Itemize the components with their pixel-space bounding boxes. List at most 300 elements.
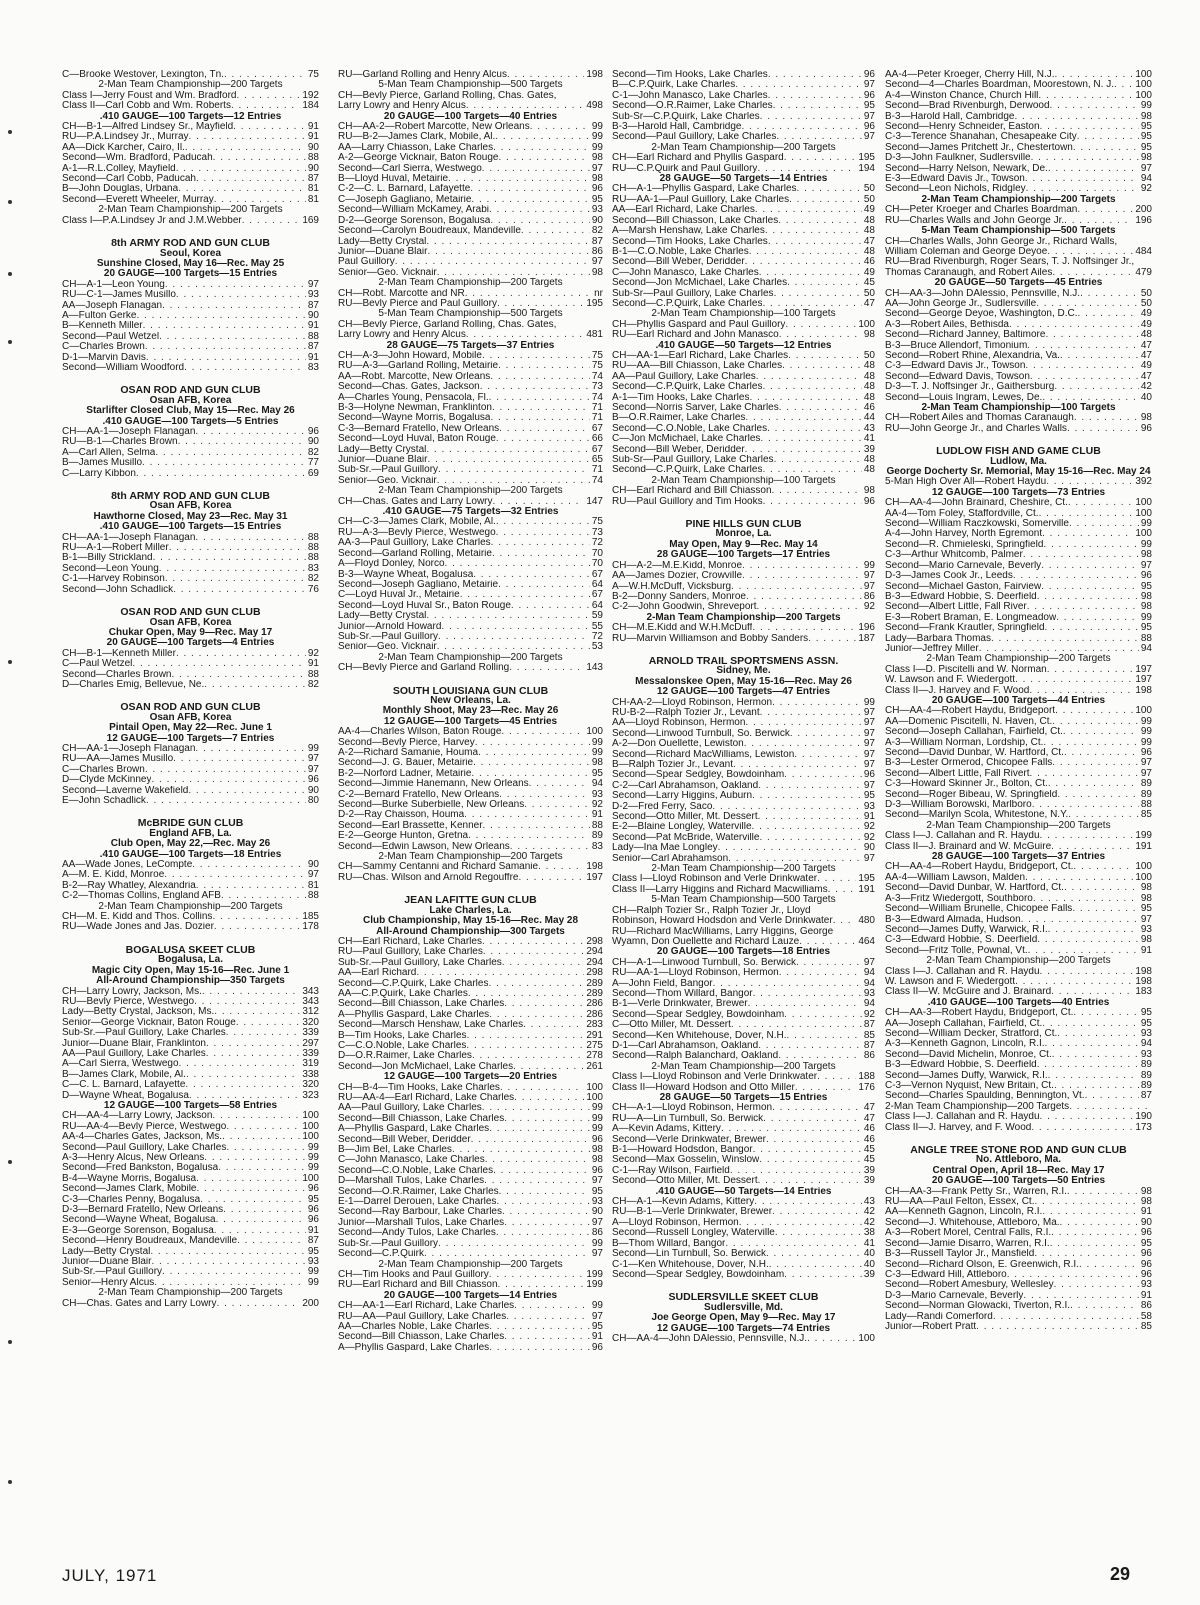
leader-dots: [730, 1166, 862, 1176]
result-score: 99: [591, 132, 603, 143]
leader-dots: [766, 1135, 862, 1145]
result-name: B-1—Howard Hodsdon, Bangor: [612, 1145, 753, 1156]
result-score: 73: [591, 382, 603, 393]
leader-dots: [489, 393, 590, 403]
result-name: Second—Burke Suberbielle, New Orleans: [338, 800, 525, 811]
leader-dots: [762, 382, 861, 392]
result-name: AA—Wade Jones, LeCompte: [62, 860, 193, 871]
result-score: 87: [863, 1020, 875, 1031]
result-line: [338, 642, 603, 652]
result-score: 96: [591, 1134, 603, 1145]
leader-dots: [185, 143, 306, 153]
result-line: [338, 1197, 603, 1207]
result-name: Second—Loyd Huval, Baton Rouge: [338, 434, 496, 445]
result-score: 42: [863, 1207, 875, 1218]
result-name: Second—Charles Spaulding, Bennington, Vt.: [885, 1091, 1085, 1102]
result-name: RU—A-3—Bevly Pierce, Westwego: [338, 527, 496, 538]
result-line: [338, 622, 603, 632]
leader-dots: [489, 205, 590, 215]
result-name: Class I—Lloyd Robinson and Verle Drinkwater: [612, 1072, 818, 1083]
result-line: [612, 791, 875, 801]
result-score: 99: [863, 697, 875, 708]
result-name: C-1—Ray Wilson, Fairfield: [612, 1165, 730, 1176]
result-score: 185: [302, 912, 319, 923]
result-line: [62, 796, 319, 806]
result-name: CH—Larry Lowry, Jackson, Ms.: [62, 986, 202, 997]
leader-dots: [466, 101, 584, 111]
result-score: 97: [863, 707, 875, 718]
result-score: 88: [307, 543, 319, 554]
result-line: [338, 1051, 603, 1061]
result-line: [612, 885, 875, 895]
leader-dots: [1037, 935, 1139, 945]
result-score: 178: [302, 922, 319, 933]
result-line: [612, 592, 875, 602]
leader-dots: [756, 372, 862, 382]
leader-dots: [795, 1083, 856, 1093]
result-line: [338, 1124, 603, 1134]
result-line: [338, 424, 603, 434]
result-line: [885, 205, 1152, 215]
result-score: 95: [307, 1194, 319, 1205]
leader-dots: [1055, 70, 1134, 80]
result-score: 95: [591, 1186, 603, 1197]
result-line: [885, 602, 1152, 612]
leader-dots: [471, 195, 589, 205]
result-line: [338, 611, 603, 621]
result-name: Second—David Dunbar, W. Hartford, Ct.: [885, 748, 1064, 758]
result-line: [612, 812, 875, 822]
result-name: Second—Pat McBride, Waterville: [612, 832, 760, 843]
result-score: 95: [1140, 581, 1152, 592]
page-number: 29: [1110, 1564, 1131, 1584]
result-name: A—Phyllis Gaspard, Lake Charles: [338, 1009, 490, 1020]
leader-dots: [762, 299, 861, 309]
leader-dots: [489, 1343, 590, 1353]
event-heading: Magic City Open, May 15-16—Rec. June 1: [91, 964, 290, 976]
result-line: [338, 299, 603, 309]
result-line: [885, 894, 1152, 904]
result-line: [885, 289, 1152, 299]
leader-dots: [773, 101, 862, 111]
leader-dots: [242, 216, 301, 226]
result-name: Second—James Duffy, Warwick, R.I.: [885, 924, 1048, 935]
leader-dots: [136, 311, 305, 321]
leader-dots: [1021, 915, 1139, 925]
result-name: C-2—Carl Abrahamson, Oakland: [612, 780, 759, 791]
result-line: [62, 1091, 319, 1101]
leader-dots: [426, 237, 590, 247]
result-name: Lady—Ina Mae Longley: [612, 843, 718, 854]
leader-dots: [498, 1280, 585, 1290]
result-name: Second—Henry Schneider, Easton: [885, 122, 1040, 133]
team-heading: 2-Man Team Championship—200 Targets: [378, 1259, 563, 1270]
result-name: Second—William Brunelle, Chicopee Falls: [885, 904, 1073, 915]
result-line: [62, 363, 319, 373]
result-name: RU—A-3—Garland Rolling, Metairie: [338, 361, 499, 372]
result-name: Second—Spear Sedgley, Bowdoinham: [612, 1269, 785, 1280]
result-line: [885, 1197, 1152, 1207]
result-name: Second—William Decker, Stratford, Ct.: [885, 1028, 1058, 1039]
result-score: 97: [307, 754, 319, 765]
result-line: [62, 1111, 319, 1121]
leader-dots: [1052, 758, 1139, 768]
result-score: 48: [863, 392, 875, 403]
leader-dots: [495, 132, 590, 142]
leader-dots: [712, 802, 861, 812]
result-score: 48: [863, 246, 875, 257]
result-name: C-2—Thomas Collins, England AFB: [62, 891, 221, 902]
result-line: [885, 748, 1152, 758]
leader-dots: [437, 642, 590, 652]
result-score: 91: [307, 321, 319, 332]
result-line: [885, 1029, 1152, 1039]
leader-dots: [482, 1103, 590, 1113]
result-line: [62, 922, 319, 932]
result-score: 100: [1135, 70, 1152, 80]
result-score: 147: [586, 496, 603, 507]
result-name: Larry Lowry and Henry Alcus: [338, 101, 466, 112]
result-score: 91: [591, 810, 603, 821]
result-line: RU—Brad Rivenburgh, Roger Sears, T. J. Noffsinger Jr.,: [885, 257, 1135, 268]
result-name: Second—Ralph Balanchard, Oakland: [612, 1051, 779, 1062]
result-name: C-3—Charles Penny, Bogalusa: [62, 1194, 201, 1205]
result-name: Class I—J. Callahan and R. Haydu: [885, 1112, 1040, 1123]
result-line: [338, 1166, 603, 1176]
result-score: 81: [307, 184, 319, 195]
result-score: 67: [591, 569, 603, 580]
result-score: 71: [591, 465, 603, 476]
leader-dots: [1069, 519, 1139, 529]
leader-dots: [779, 968, 862, 978]
leader-dots: [1023, 1291, 1138, 1301]
result-score: 93: [863, 801, 875, 812]
result-name: Class I—Jerry Foust and Wm. Bradford: [62, 90, 237, 101]
result-score: 143: [586, 663, 603, 674]
gauge-heading: 12 GAUGE—100 Targets—20 Entries: [383, 1072, 558, 1083]
leader-dots: [506, 1312, 590, 1322]
club-location: Bogalusa, La.: [157, 954, 223, 966]
result-line: [885, 758, 1152, 768]
result-name: William Coleman and George Deyoe: [885, 246, 1048, 257]
result-line: [612, 739, 875, 749]
result-name: Second—4—Charles Boardman, Moorestown, N. J.: [885, 80, 1114, 91]
result-line: [62, 174, 319, 184]
result-name: Second—Paul Guillory, Lake Charles: [62, 1142, 227, 1153]
leader-dots: [484, 1176, 590, 1186]
result-line: [62, 1174, 319, 1184]
leader-dots: [493, 143, 590, 153]
leader-dots: [146, 353, 306, 363]
team-heading: 2-Man Team Championship—200 Targets: [98, 901, 283, 912]
event-heading: 12 GAUGE—100 Targets—7 Entries: [106, 732, 275, 744]
club-name: OSAN ROD AND GUN CLUB: [120, 384, 261, 397]
leader-dots: [788, 351, 862, 361]
result-line: [338, 968, 603, 978]
leader-dots: [1073, 143, 1139, 153]
result-line: [612, 1166, 875, 1176]
leader-dots: [739, 1218, 862, 1228]
leader-dots: [188, 786, 306, 796]
result-score: 85: [863, 1030, 875, 1041]
result-line: [885, 361, 1152, 371]
result-line: [62, 1132, 319, 1142]
leader-dots: [426, 445, 590, 455]
result-line: [62, 912, 319, 922]
result-name: AA—Paul Guillory, Lake Charles: [338, 1103, 482, 1114]
result-line: [62, 132, 319, 142]
result-score: 48: [863, 382, 875, 393]
leader-dots: [1025, 873, 1133, 883]
result-name: Junior—Duane Blair: [338, 246, 428, 257]
result-line: [62, 1080, 319, 1090]
leader-dots: [132, 659, 305, 669]
result-score: 96: [1140, 1259, 1152, 1270]
result-name: 2-Man Team Championship—200 Targets: [885, 1101, 1070, 1112]
result-score: 198: [1135, 966, 1152, 977]
result-name: D—Clyde McKinney: [62, 775, 152, 786]
result-line: [885, 413, 1152, 423]
leader-dots: [530, 122, 590, 132]
result-score: 97: [863, 749, 875, 760]
result-score: 97: [591, 1311, 603, 1322]
result-score: 50: [863, 184, 875, 195]
club-name: OSAN ROD AND GUN CLUB: [120, 701, 261, 714]
result-score: 39: [863, 444, 875, 455]
leader-dots: [151, 775, 305, 785]
result-name: Class I—J. Callahan and R. Haydu: [885, 966, 1040, 977]
leader-dots: [504, 1114, 590, 1124]
leader-dots: [502, 958, 585, 968]
leader-dots: [152, 1257, 306, 1267]
result-name: Senior—Carl Abrahamson: [612, 853, 729, 864]
leader-dots: [226, 1122, 300, 1132]
leader-dots: [1077, 132, 1139, 142]
team-heading: 2-Man Team Championship—200 Targets: [651, 1061, 836, 1072]
result-name: Second—Jamie Disarro, Warren, R.I.: [885, 1238, 1050, 1249]
leader-dots: [212, 1111, 300, 1121]
result-name: CH—AA-4—John DAlessio, Pennsville, N.J.: [612, 1333, 808, 1344]
result-name: Second—Spear Sedgley, Bowdoinham: [612, 770, 785, 781]
result-line: [885, 550, 1152, 560]
result-name: Junior—Duane Blair: [62, 1257, 152, 1268]
result-line: [338, 132, 603, 142]
leader-dots: [154, 1278, 306, 1288]
result-line: [612, 1207, 875, 1217]
result-score: 319: [302, 1059, 319, 1070]
result-score: 73: [591, 527, 603, 538]
result-line: [338, 1155, 603, 1165]
leader-dots: [1069, 1102, 1150, 1112]
leader-dots: [176, 164, 306, 174]
result-name: AA-4—Charles Gates, Jackson, Ms.: [62, 1132, 223, 1143]
result-score: 339: [302, 1028, 319, 1039]
result-name: B-3—Edward Almada, Hudson: [885, 914, 1021, 925]
result-name: Lady—Betty Crystal: [338, 444, 427, 455]
results-column-2: [338, 70, 603, 1353]
result-name: A-1—R.L.Colley, Mayfield: [62, 163, 176, 174]
result-line: [338, 528, 603, 538]
result-line: [612, 351, 875, 361]
leader-dots: [529, 779, 590, 789]
result-name: D—O.R.Raimer, Lake Charles: [338, 1051, 472, 1062]
result-score: 97: [863, 728, 875, 739]
result-line: [62, 153, 319, 163]
team-heading: 5-Man Team Championship—500 Targets: [378, 309, 563, 320]
club-location: Sidney, Me.: [716, 665, 771, 677]
result-score: 90: [863, 843, 875, 854]
leader-dots: [1079, 1260, 1139, 1270]
result-score: 47: [863, 1113, 875, 1124]
result-score: 81: [307, 880, 319, 891]
result-line: [612, 257, 875, 267]
result-name: Second—J. G. Bauer, Metairie: [338, 758, 474, 769]
results-column-1: [62, 70, 319, 1309]
result-name: AA—Charles Noble, Lake Charles: [338, 1321, 490, 1332]
result-line: [885, 706, 1152, 716]
result-line: [885, 1260, 1152, 1270]
result-score: 95: [1140, 1238, 1152, 1249]
result-name: AA—C.P.Quirk, Lake Charles: [338, 988, 468, 999]
leader-dots: [782, 361, 862, 371]
result-name: Senior—Henry Alcus: [62, 1277, 155, 1288]
result-line: [612, 989, 875, 999]
leader-dots: [142, 458, 306, 468]
result-score: 80: [307, 796, 319, 806]
result-line: [62, 1018, 319, 1028]
result-line: [885, 372, 1152, 382]
result-score: 69: [307, 468, 319, 479]
result-score: 45: [863, 1155, 875, 1166]
leader-dots: [200, 1195, 306, 1205]
event-heading: Messalonskee Open, May 15-16—Rec. May 26: [635, 675, 852, 687]
result-name: CH—Chas. Gates and Larry Lowry: [62, 1298, 217, 1309]
result-line: [612, 247, 875, 257]
result-name: E-2—Blaine Longley, Waterville: [612, 822, 752, 833]
leader-dots: [496, 434, 590, 444]
leader-dots: [218, 1163, 306, 1173]
result-score: 98: [1140, 591, 1152, 602]
leader-dots: [1036, 299, 1139, 309]
event-heading: 28 GAUGE—100 Targets—17 Entries: [656, 549, 831, 561]
result-line: [62, 1205, 319, 1215]
result-score: 48: [863, 361, 875, 372]
leader-dots: [155, 448, 306, 458]
result-name: RU—AA—Bill Chiasson, Lake Charles: [612, 361, 783, 372]
leader-dots: [728, 854, 862, 864]
result-line: [338, 413, 603, 423]
result-name: D-3—T. J. Noffsinger Jr., Gaithersburg: [885, 382, 1055, 393]
result-line: [62, 143, 319, 153]
result-name: Second—Garland Rolling, Metairie: [338, 548, 492, 559]
result-line: [612, 833, 875, 843]
leader-dots: [475, 738, 590, 748]
result-score: 91: [307, 1225, 319, 1236]
result-name: AA—James Dozier, Crowville: [612, 571, 743, 582]
leader-dots: [760, 708, 862, 718]
result-score: 96: [1140, 748, 1152, 758]
result-score: 45: [863, 278, 875, 289]
leader-dots: [1042, 1019, 1139, 1029]
leader-dots: [482, 351, 590, 361]
result-score: 83: [307, 563, 319, 574]
result-line: [338, 164, 603, 174]
result-line: [338, 1135, 603, 1145]
result-line: [62, 754, 319, 764]
result-score: 99: [1140, 539, 1152, 550]
result-name: Second—Tim Hooks, Lake Charles: [612, 236, 768, 247]
leader-dots: [1048, 779, 1139, 789]
result-line: [338, 403, 603, 413]
result-score: 53: [591, 642, 603, 653]
result-name: RU—AA-4—Bevly Pierce, Westwego: [62, 1121, 227, 1132]
result-name: AA—Earl Richard: [338, 968, 417, 979]
result-line: [338, 289, 603, 299]
result-name: C—Joseph Gagliano, Metairie: [338, 194, 472, 205]
result-line: [338, 979, 603, 989]
result-name: A-2—George Vicknair, Baton Rouge: [338, 153, 499, 164]
result-score: 82: [307, 447, 319, 458]
result-score: 91: [307, 659, 319, 670]
club-name: BOGALUSA SKEET CLUB: [125, 943, 256, 956]
event-heading: .410 GAUGE—100 Targets—5 Entries: [102, 415, 279, 427]
leader-dots: [493, 497, 585, 507]
result-name: AA—Domenic Piscitelli, N. Haven, Ct.: [885, 716, 1053, 727]
leader-dots: [1047, 247, 1133, 257]
leader-dots: [499, 1187, 590, 1197]
result-line: [885, 1239, 1152, 1249]
result-name: CH—AA-4—John Brainard, Cheshire, Ct.: [885, 498, 1068, 509]
result-score: 100: [1135, 498, 1152, 509]
leader-dots: [758, 812, 862, 822]
result-name: Second—J. Whitehouse, Attleboro, Ma.: [885, 1217, 1060, 1228]
leader-dots: [1114, 80, 1133, 90]
result-score: 98: [1140, 1197, 1152, 1208]
leader-dots: [483, 947, 584, 957]
result-name: Junior—Duane Blair: [338, 455, 428, 466]
leader-dots: [424, 1249, 590, 1259]
result-name: B-3—Edward Hobbie, S. Deerfield: [885, 591, 1037, 602]
result-name: CH—AA-4—Robert Haydu, Bridgeport, Ct.: [885, 862, 1074, 873]
result-name: Second—Jon McMichael, Lake Charles: [338, 1061, 514, 1072]
result-line: [62, 533, 319, 543]
result-score: 91: [1140, 1207, 1152, 1218]
result-name: D-2—Ray Chaisson, Houma: [338, 810, 465, 821]
result-score: 99: [307, 1163, 319, 1174]
leader-dots: [1054, 1280, 1139, 1290]
result-name: B-3—Holyne Newman, Franklinton: [338, 403, 492, 413]
result-name: Second—C.O.Noble, Lake Charles: [612, 423, 768, 434]
result-line: [885, 842, 1152, 852]
result-name: RU—Paul Guillory, Lake Charles: [338, 947, 483, 958]
result-line: [885, 330, 1152, 340]
result-name: D—Charles Emig, Bellevue, Ne.: [62, 679, 205, 690]
result-score: 89: [591, 831, 603, 842]
leader-dots: [221, 891, 306, 901]
result-name: Lady—Barbara Thomas: [885, 633, 991, 644]
result-name: E-3—George Sorenson, Bogalusa: [62, 1225, 214, 1236]
gauge-heading: 28 GAUGE—50 Targets—15 Entries: [659, 1093, 828, 1103]
leader-dots: [1027, 602, 1139, 612]
leader-dots: [1039, 509, 1134, 519]
event-heading: Sunshine Closed, May 16—Rec. May 25: [96, 257, 285, 269]
result-line: [885, 153, 1152, 163]
result-name: RU—AA—Paul Guillory, Lake Charles: [338, 1311, 507, 1322]
result-line: [612, 843, 875, 853]
result-line: [62, 659, 319, 669]
result-name: Second—Brad Rivenburgh, Derwood: [885, 101, 1050, 112]
leader-dots: [759, 268, 862, 278]
